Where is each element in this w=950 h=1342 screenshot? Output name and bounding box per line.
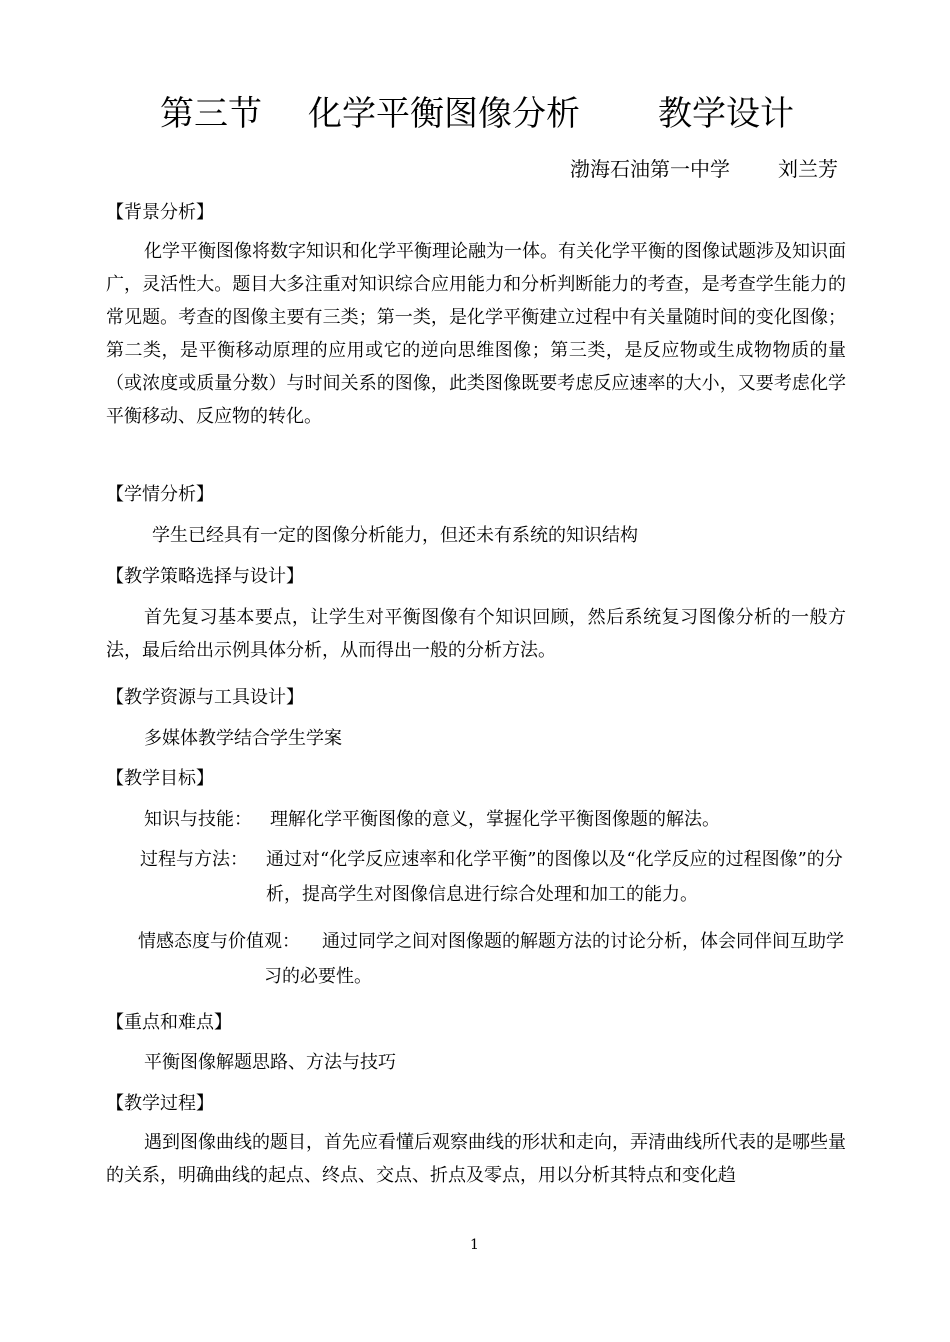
learners-heading: 【学情分析】 bbox=[106, 484, 214, 505]
goal-knowledge-text: 理解化学平衡图像的意义，掌握化学平衡图像题的解法。 bbox=[270, 809, 720, 830]
keypoints-text: 平衡图像解题思路、方法与技巧 bbox=[144, 1052, 396, 1073]
goal-process-label: 过程与方法： bbox=[140, 849, 248, 870]
background-paragraph: 化学平衡图像将数字知识和化学平衡理论融为一体。有关化学平衡的图像试题涉及知识面广，灵活性大。题目大多注重对知识综合应用能力和分析判断能力的考查，是考查学生能力的常见题。考查的图像主要有三类；第一类，是化学平衡建立过程中有关量随时间的变化图像；第二类，是平衡移动原理的应用或它的逆向思维图像；第三类，是反应物或生成物物质的量（或浓度或质量分数）与时间关系的图像，此类图像既要考虑反应速率的大小，又要考虑化学平衡移动、反应物的转化。 bbox=[106, 241, 846, 427]
goal-process-text: 通过对“化学反应速率和化学平衡”的图像以及“化学反应的过程图像”的分析，提高学生对图像信息进行综合处理和加工的能力。 bbox=[266, 849, 843, 905]
resources-text: 多媒体教学结合学生学案 bbox=[144, 728, 342, 749]
resources-heading: 【教学资源与工具设计】 bbox=[106, 687, 304, 708]
strategy-paragraph: 首先复习基本要点，让学生对平衡图像有个知识回顾，然后系统复习图像分析的一般方法，最后给出示例具体分析，从而得出一般的分析方法。 bbox=[106, 607, 846, 661]
title-part-design: 教学设计 bbox=[658, 94, 794, 134]
title-part-section: 第三节 bbox=[160, 94, 262, 134]
goal-knowledge-label: 知识与技能： bbox=[144, 809, 252, 830]
procedure-heading: 【教学过程】 bbox=[106, 1093, 214, 1114]
author-school: 渤海石油第一中学 bbox=[570, 157, 730, 181]
strategy-heading: 【教学策略选择与设计】 bbox=[106, 566, 304, 587]
background-heading: 【背景分析】 bbox=[106, 202, 214, 223]
page-number: 1 bbox=[470, 1237, 479, 1253]
goal-emotion-text: 通过同学之间对图像题的解题方法的讨论分析，体会同伴间互助学习的必要性。 bbox=[264, 931, 844, 987]
goals-heading: 【教学目标】 bbox=[106, 768, 214, 789]
author-name: 刘兰芳 bbox=[778, 157, 838, 181]
learners-text: 学生已经具有一定的图像分析能力，但还未有系统的知识结构 bbox=[152, 525, 638, 546]
keypoints-heading: 【重点和难点】 bbox=[106, 1012, 232, 1033]
title-part-topic: 化学平衡图像分析 bbox=[308, 94, 580, 134]
procedure-paragraph: 遇到图像曲线的题目，首先应看懂后观察曲线的形状和走向，弄清曲线所代表的是哪些量的关系，明确曲线的起点、终点、交点、折点及零点，用以分析其特点和变化趋 bbox=[106, 1132, 846, 1186]
goal-emotion-label: 情感态度与价值观： bbox=[138, 931, 300, 952]
